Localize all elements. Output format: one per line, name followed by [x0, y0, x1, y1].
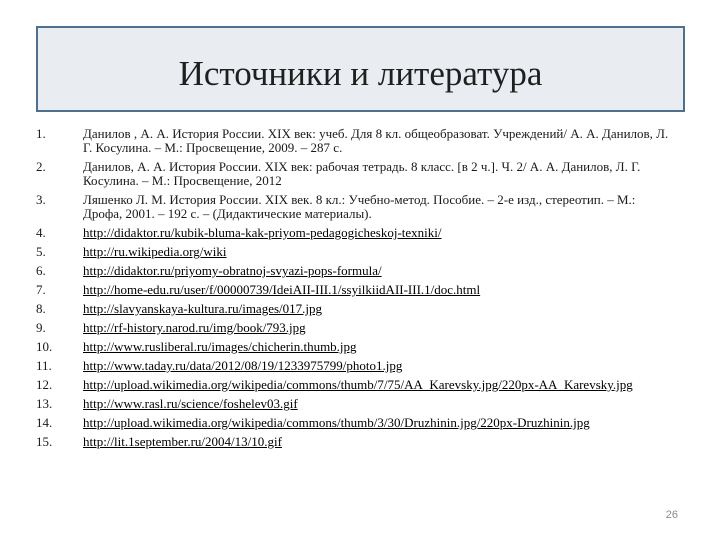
reference-number: 13.	[36, 396, 53, 411]
reference-item	[36, 302, 676, 316]
reference-item	[36, 226, 676, 240]
reference-item	[36, 435, 676, 449]
reference-number: 1.	[36, 126, 46, 141]
reference-item	[36, 160, 676, 188]
reference-number: 12.	[36, 377, 53, 392]
reference-item	[36, 321, 676, 335]
page-number: 26	[665, 509, 678, 521]
reference-number: 2.	[36, 159, 46, 174]
reference-link[interactable]: http://www.rasl.ru/science/foshelev03.gif	[83, 396, 298, 411]
reference-link[interactable]: http://www.taday.ru/data/2012/08/19/1233975799/photo1.jpg	[83, 358, 403, 373]
reference-number: 4.	[36, 225, 46, 240]
reference-number: 15.	[36, 434, 53, 449]
reference-link[interactable]: http://home-edu.ru/user/f/00000739/IdeiAII-III.1/ssyilkiidAII-III.1/doc.html	[83, 282, 481, 297]
title-box	[36, 26, 685, 112]
reference-item	[36, 127, 676, 155]
reference-item	[36, 397, 676, 411]
reference-item	[36, 340, 676, 354]
reference-link[interactable]: http://lit.1september.ru/2004/13/10.gif	[83, 434, 282, 449]
reference-item	[36, 264, 676, 278]
reference-link[interactable]: http://rf-history.narod.ru/img/book/793.jpg	[83, 320, 306, 335]
reference-item	[36, 283, 676, 297]
reference-number: 3.	[36, 192, 46, 207]
reference-item	[36, 378, 676, 392]
reference-link[interactable]: http://ru.wikipedia.org/wiki	[83, 244, 227, 259]
reference-item	[36, 416, 676, 430]
reference-text: Данилов, А. А. История России. XIX век: рабочая тетрадь. 8 класс. [в 2 ч.]. Ч. 2/ А. А. Данилов, Л. Г. Косулина. – М.: Просвещение, 2012	[83, 159, 641, 188]
reference-number: 9.	[36, 320, 46, 335]
reference-number: 6.	[36, 263, 46, 278]
reference-number: 8.	[36, 301, 46, 316]
reference-list	[36, 127, 676, 454]
reference-text: Ляшенко Л. М. История России. XIX век. 8 кл.: Учебно-метод. Пособие. – 2-е изд., стереотип. – М.: Дрофа, 2001. – 192 с. – (Дидактические материалы).	[83, 192, 636, 221]
reference-number: 10.	[36, 339, 53, 354]
reference-item	[36, 359, 676, 373]
reference-link[interactable]: http://slavyanskaya-kultura.ru/images/017.jpg	[83, 301, 323, 316]
slide-title: Источники и литература	[178, 54, 543, 93]
reference-link[interactable]: http://upload.wikimedia.org/wikipedia/commons/thumb/3/30/Druzhinin.jpg/220px-Druzhinin.jpg	[83, 415, 590, 430]
reference-link[interactable]: http://didaktor.ru/priyomy-obratnoj-svyazi-pops-formula/	[83, 263, 382, 278]
reference-number: 5.	[36, 244, 46, 259]
reference-item	[36, 193, 676, 221]
reference-link[interactable]: http://www.rusliberal.ru/images/chicherin.thumb.jpg	[83, 339, 357, 354]
reference-item	[36, 245, 676, 259]
reference-number: 14.	[36, 415, 53, 430]
reference-text: Данилов , А. А. История России. XIX век: учеб. Для 8 кл. общеобразоват. Учреждений/ А. А. Данилов, Л. Г. Косулина. – М.: Просвещение, 2009. – 287 с.	[83, 126, 669, 155]
reference-number: 7.	[36, 282, 46, 297]
reference-link[interactable]: http://upload.wikimedia.org/wikipedia/commons/thumb/7/75/AA_Karevsky.jpg/220px-AA_Karevsky.jpg	[83, 377, 633, 392]
reference-number: 11.	[36, 358, 52, 373]
reference-link[interactable]: http://didaktor.ru/kubik-bluma-kak-priyom-pedagogicheskoj-texniki/	[83, 225, 442, 240]
